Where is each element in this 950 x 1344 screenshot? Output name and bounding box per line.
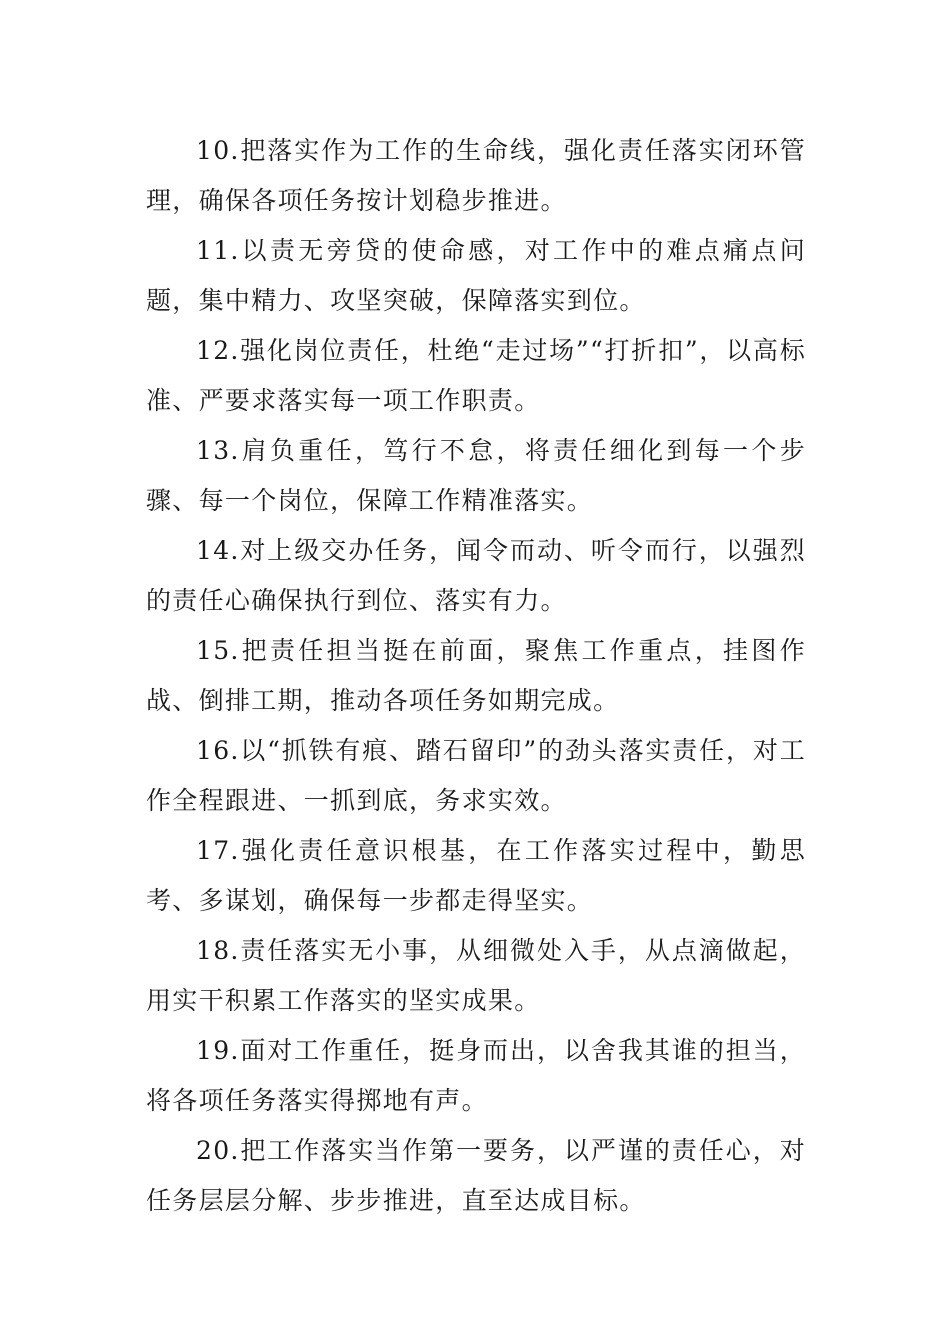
paragraph-10: 10.把落实作为工作的生命线，强化责任落实闭环管理，确保各项任务按计划稳步推进。 [146,136,806,215]
paragraph-13: 13.肩负重任，笃行不怠，将责任细化到每一个步骤、每一个岗位，保障工作精准落实。 [146,436,806,515]
paragraph-16: 16.以“抓铁有痕、踏石留印”的劲头落实责任，对工作全程跟进、一抓到底，务求实效。 [146,736,806,815]
paragraph-15: 15.把责任担当挺在前面，聚焦工作重点，挂图作战、倒排工期，推动各项任务如期完成。 [146,636,806,715]
paragraph-20: 20.把工作落实当作第一要务，以严谨的责任心，对任务层层分解、步步推进，直至达成目标。 [146,1136,806,1215]
paragraph-17: 17.强化责任意识根基，在工作落实过程中，勤思考、多谋划，确保每一步都走得坚实。 [146,836,806,915]
paragraph-12: 12.强化岗位责任，杜绝“走过场”“打折扣”，以高标准、严要求落实每一项工作职责。 [146,336,806,415]
paragraph-19: 19.面对工作重任，挺身而出，以舍我其谁的担当，将各项任务落实得掷地有声。 [146,1036,806,1115]
paragraph-11: 11.以责无旁贷的使命感，对工作中的难点痛点问题，集中精力、攻坚突破，保障落实到位。 [146,236,806,315]
document-body [146,126,806,1226]
paragraph-14: 14.对上级交办任务，闻令而动、听令而行，以强烈的责任心确保执行到位、落实有力。 [146,536,806,615]
paragraph-18: 18.责任落实无小事，从细微处入手，从点滴做起，用实干积累工作落实的坚实成果。 [146,936,806,1015]
